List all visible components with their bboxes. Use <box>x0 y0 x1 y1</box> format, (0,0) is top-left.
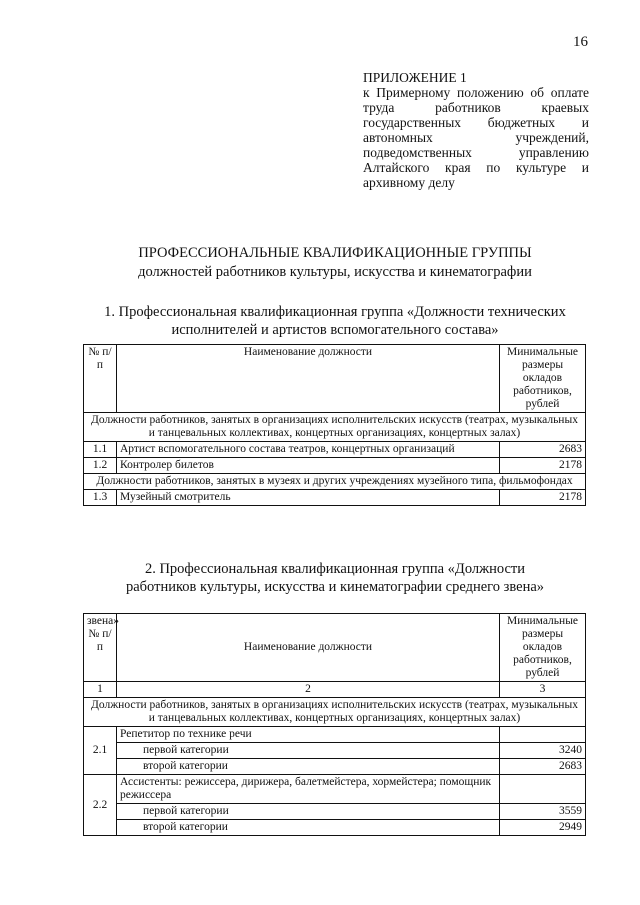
row-no: 1.3 <box>84 490 117 506</box>
table-row <box>84 442 586 458</box>
table-row <box>84 759 586 775</box>
table-row <box>84 490 586 506</box>
row-salary-empty <box>500 727 586 743</box>
row-salary: 2178 <box>500 458 586 474</box>
table-row <box>84 820 586 836</box>
column-number-row <box>84 682 586 698</box>
row-salary: 2683 <box>500 759 586 775</box>
col-number-1: 1 <box>84 682 117 698</box>
table-header-row <box>84 345 586 413</box>
col-number-2: 2 <box>117 682 500 698</box>
col-number-3: 3 <box>500 682 586 698</box>
section1-table <box>83 344 586 506</box>
row-no: 2.2 <box>84 775 117 836</box>
row-name: Артист вспомогательного состава театров, концертных организаций <box>117 442 500 458</box>
section2-title: 2. Профессиональная квалификационная группа «Должности работников культуры, искусства и кинематографии среднего звена» <box>125 561 545 595</box>
row-name: Музейный смотритель <box>117 490 500 506</box>
row-salary: 2178 <box>500 490 586 506</box>
section1-title: 1. Профессиональная квалификационная группа «Должности технических исполнителей и артистов вспомогательного состава» <box>104 304 566 338</box>
category-text: Должности работников, занятых в музеях и других учреждениях музейного типа, фильмофондах <box>84 474 586 490</box>
table-header-row <box>84 614 586 682</box>
header-no: звена» № п/п <box>84 614 117 682</box>
page-number: 16 <box>573 34 588 50</box>
category-row <box>84 413 586 442</box>
appendix-block <box>363 70 589 190</box>
row-subname: первой категории <box>117 743 500 759</box>
category-text: Должности работников, занятых в организациях исполнительских искусств (театрах, музыкальных и танцевальных коллективах, концертных организациях, концертных залах) <box>84 413 586 442</box>
header-salary: Минимальные размеры окладов работников, рублей <box>500 345 586 413</box>
header-name: Наименование должности <box>117 614 500 682</box>
row-name: Репетитор по технике речи <box>117 727 500 743</box>
row-salary-empty <box>500 775 586 804</box>
row-subname: второй категории <box>117 820 500 836</box>
row-no: 2.1 <box>84 727 117 775</box>
section2-table <box>83 613 586 836</box>
category-row <box>84 474 586 490</box>
table-row <box>84 458 586 474</box>
row-salary: 2949 <box>500 820 586 836</box>
table-row <box>84 775 586 804</box>
main-title-line1: ПРОФЕССИОНАЛЬНЫЕ КВАЛИФИКАЦИОННЫЕ ГРУППЫ <box>138 245 532 261</box>
table-row <box>84 804 586 820</box>
appendix-text: к Примерному положению об оплате труда работников краевых государственных бюджетных и автономных учреждений, подведомственных управлению Алтайского края по культуре и архивному делу <box>363 85 589 190</box>
main-title <box>100 244 570 282</box>
table-row <box>84 743 586 759</box>
category-row <box>84 698 586 727</box>
header-salary: Минимальные размеры окладов работников, рублей <box>500 614 586 682</box>
row-subname: первой категории <box>117 804 500 820</box>
row-no: 1.2 <box>84 458 117 474</box>
row-salary: 2683 <box>500 442 586 458</box>
row-name: Контролер билетов <box>117 458 500 474</box>
header-name: Наименование должности <box>117 345 500 413</box>
row-subname: второй категории <box>117 759 500 775</box>
main-title-line2: должностей работников культуры, искусства и кинематографии <box>138 264 532 280</box>
row-no: 1.1 <box>84 442 117 458</box>
row-salary: 3240 <box>500 743 586 759</box>
appendix-title: ПРИЛОЖЕНИЕ 1 <box>363 70 467 85</box>
table-row <box>84 727 586 743</box>
row-salary: 3559 <box>500 804 586 820</box>
header-no: № п/п <box>84 345 117 413</box>
row-name: Ассистенты: режиссера, дирижера, балетмейстера, хормейстера; помощник режиссера <box>117 775 500 804</box>
category-text: Должности работников, занятых в организациях исполнительских искусств (театрах, музыкальных и танцевальных коллективах, концертных организациях, концертных залах) <box>84 698 586 727</box>
